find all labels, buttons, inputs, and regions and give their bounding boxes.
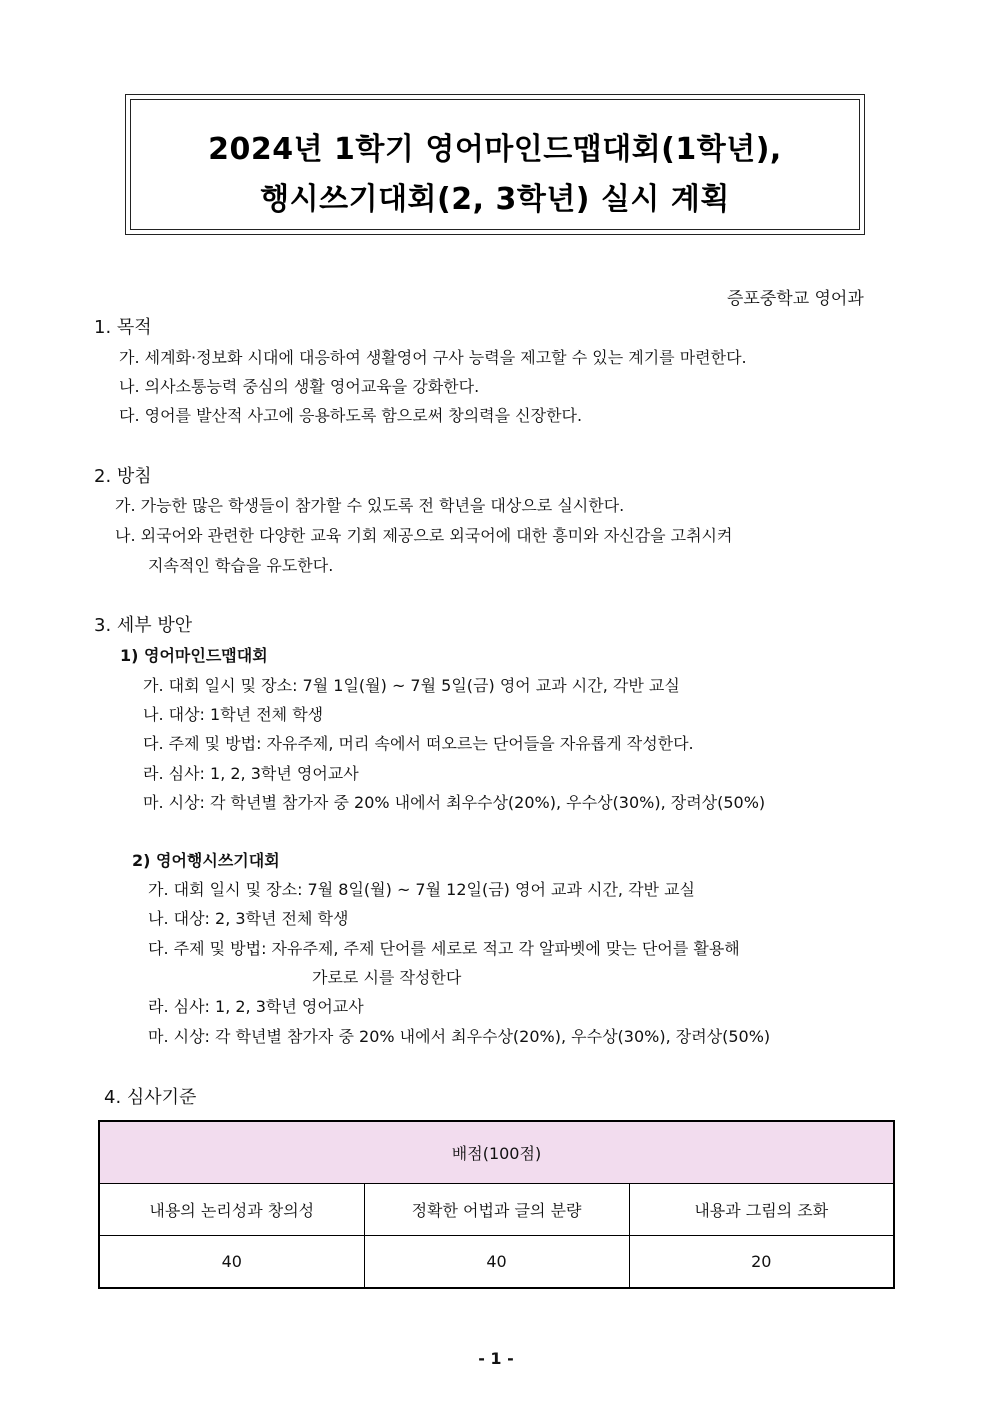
criteria-value: 40 xyxy=(364,1236,629,1289)
acrostic-item: 나. 대상: 2, 3학년 전체 학생 xyxy=(148,909,349,928)
criteria-value: 40 xyxy=(99,1236,364,1289)
criteria-table xyxy=(98,1120,895,1289)
acrostic-item: 라. 심사: 1, 2, 3학년 영어교사 xyxy=(148,997,364,1016)
mindmap-item: 나. 대상: 1학년 전체 학생 xyxy=(143,705,324,724)
mindmap-item: 가. 대회 일시 및 장소: 7월 1일(월) ~ 7월 5일(금) 영어 교과 시간, 각반 교실 xyxy=(143,676,680,695)
section-heading-details: 3. 세부 방안 xyxy=(94,615,193,636)
criteria-table-header-row xyxy=(99,1121,894,1184)
acrostic-item: 가. 대회 일시 및 장소: 7월 8일(월) ~ 7월 12일(금) 영어 교과 시간, 각반 교실 xyxy=(148,880,695,899)
section-heading-policy: 2. 방침 xyxy=(94,466,152,487)
policy-item: 가. 가능한 많은 학생들이 참가할 수 있도록 전 학년을 대상으로 실시한다. xyxy=(115,496,625,515)
policy-item-continuation: 지속적인 학습을 유도한다. xyxy=(148,556,334,575)
policy-item: 나. 외국어와 관련한 다양한 교육 기회 제공으로 외국어에 대한 흥미와 자신감을 고취시켜 xyxy=(115,526,733,545)
section-heading-criteria: 4. 심사기준 xyxy=(104,1087,197,1108)
acrostic-item: 마. 시상: 각 학년별 참가자 중 20% 내에서 최우수상(20%), 우수상(30%), 장려상(50%) xyxy=(148,1027,771,1046)
acrostic-item: 다. 주제 및 방법: 자유주제, 주제 단어를 세로로 적고 각 알파벳에 맞는 단어를 활용해 xyxy=(148,939,740,958)
criteria-column-label: 내용과 그림의 조화 xyxy=(629,1184,894,1236)
criteria-table-columns-row xyxy=(99,1184,894,1236)
criteria-value: 20 xyxy=(629,1236,894,1289)
criteria-table-header: 배점(100점) xyxy=(99,1121,894,1184)
mindmap-item: 다. 주제 및 방법: 자유주제, 머리 속에서 떠오르는 단어들을 자유롭게 작성한다. xyxy=(143,734,694,753)
acrostic-item-continuation: 가로로 시를 작성한다 xyxy=(312,968,462,987)
purpose-item: 다. 영어를 발산적 사고에 응용하도록 함으로써 창의력을 신장한다. xyxy=(119,406,583,425)
purpose-item: 가. 세계화·정보화 시대에 대응하여 생활영어 구사 능력을 제고할 수 있는 계기를 마련한다. xyxy=(119,348,747,367)
subheading-mindmap: 1) 영어마인드맵대회 xyxy=(120,646,268,665)
subheading-acrostic: 2) 영어행시쓰기대회 xyxy=(132,851,280,870)
page-number: - 1 - xyxy=(478,1349,514,1368)
mindmap-item: 마. 시상: 각 학년별 참가자 중 20% 내에서 최우수상(20%), 우수상(30%), 장려상(50%) xyxy=(143,793,766,812)
title-line-1: 2024년 1학기 영어마인드맵대회(1학년), xyxy=(208,132,782,167)
purpose-item: 나. 의사소통능력 중심의 생활 영어교육을 강화한다. xyxy=(119,377,480,396)
title-box-inner xyxy=(130,99,860,230)
title-line-2: 행시쓰기대회(2, 3학년) 실시 계획 xyxy=(260,182,730,217)
department-label: 증포중학교 영어과 xyxy=(727,289,864,309)
criteria-column-label: 정확한 어법과 글의 분량 xyxy=(364,1184,629,1236)
criteria-table-values-row xyxy=(99,1236,894,1289)
criteria-column-label: 내용의 논리성과 창의성 xyxy=(99,1184,364,1236)
title-box xyxy=(125,94,865,235)
mindmap-item: 라. 심사: 1, 2, 3학년 영어교사 xyxy=(143,764,359,783)
section-heading-purpose: 1. 목적 xyxy=(94,317,152,338)
